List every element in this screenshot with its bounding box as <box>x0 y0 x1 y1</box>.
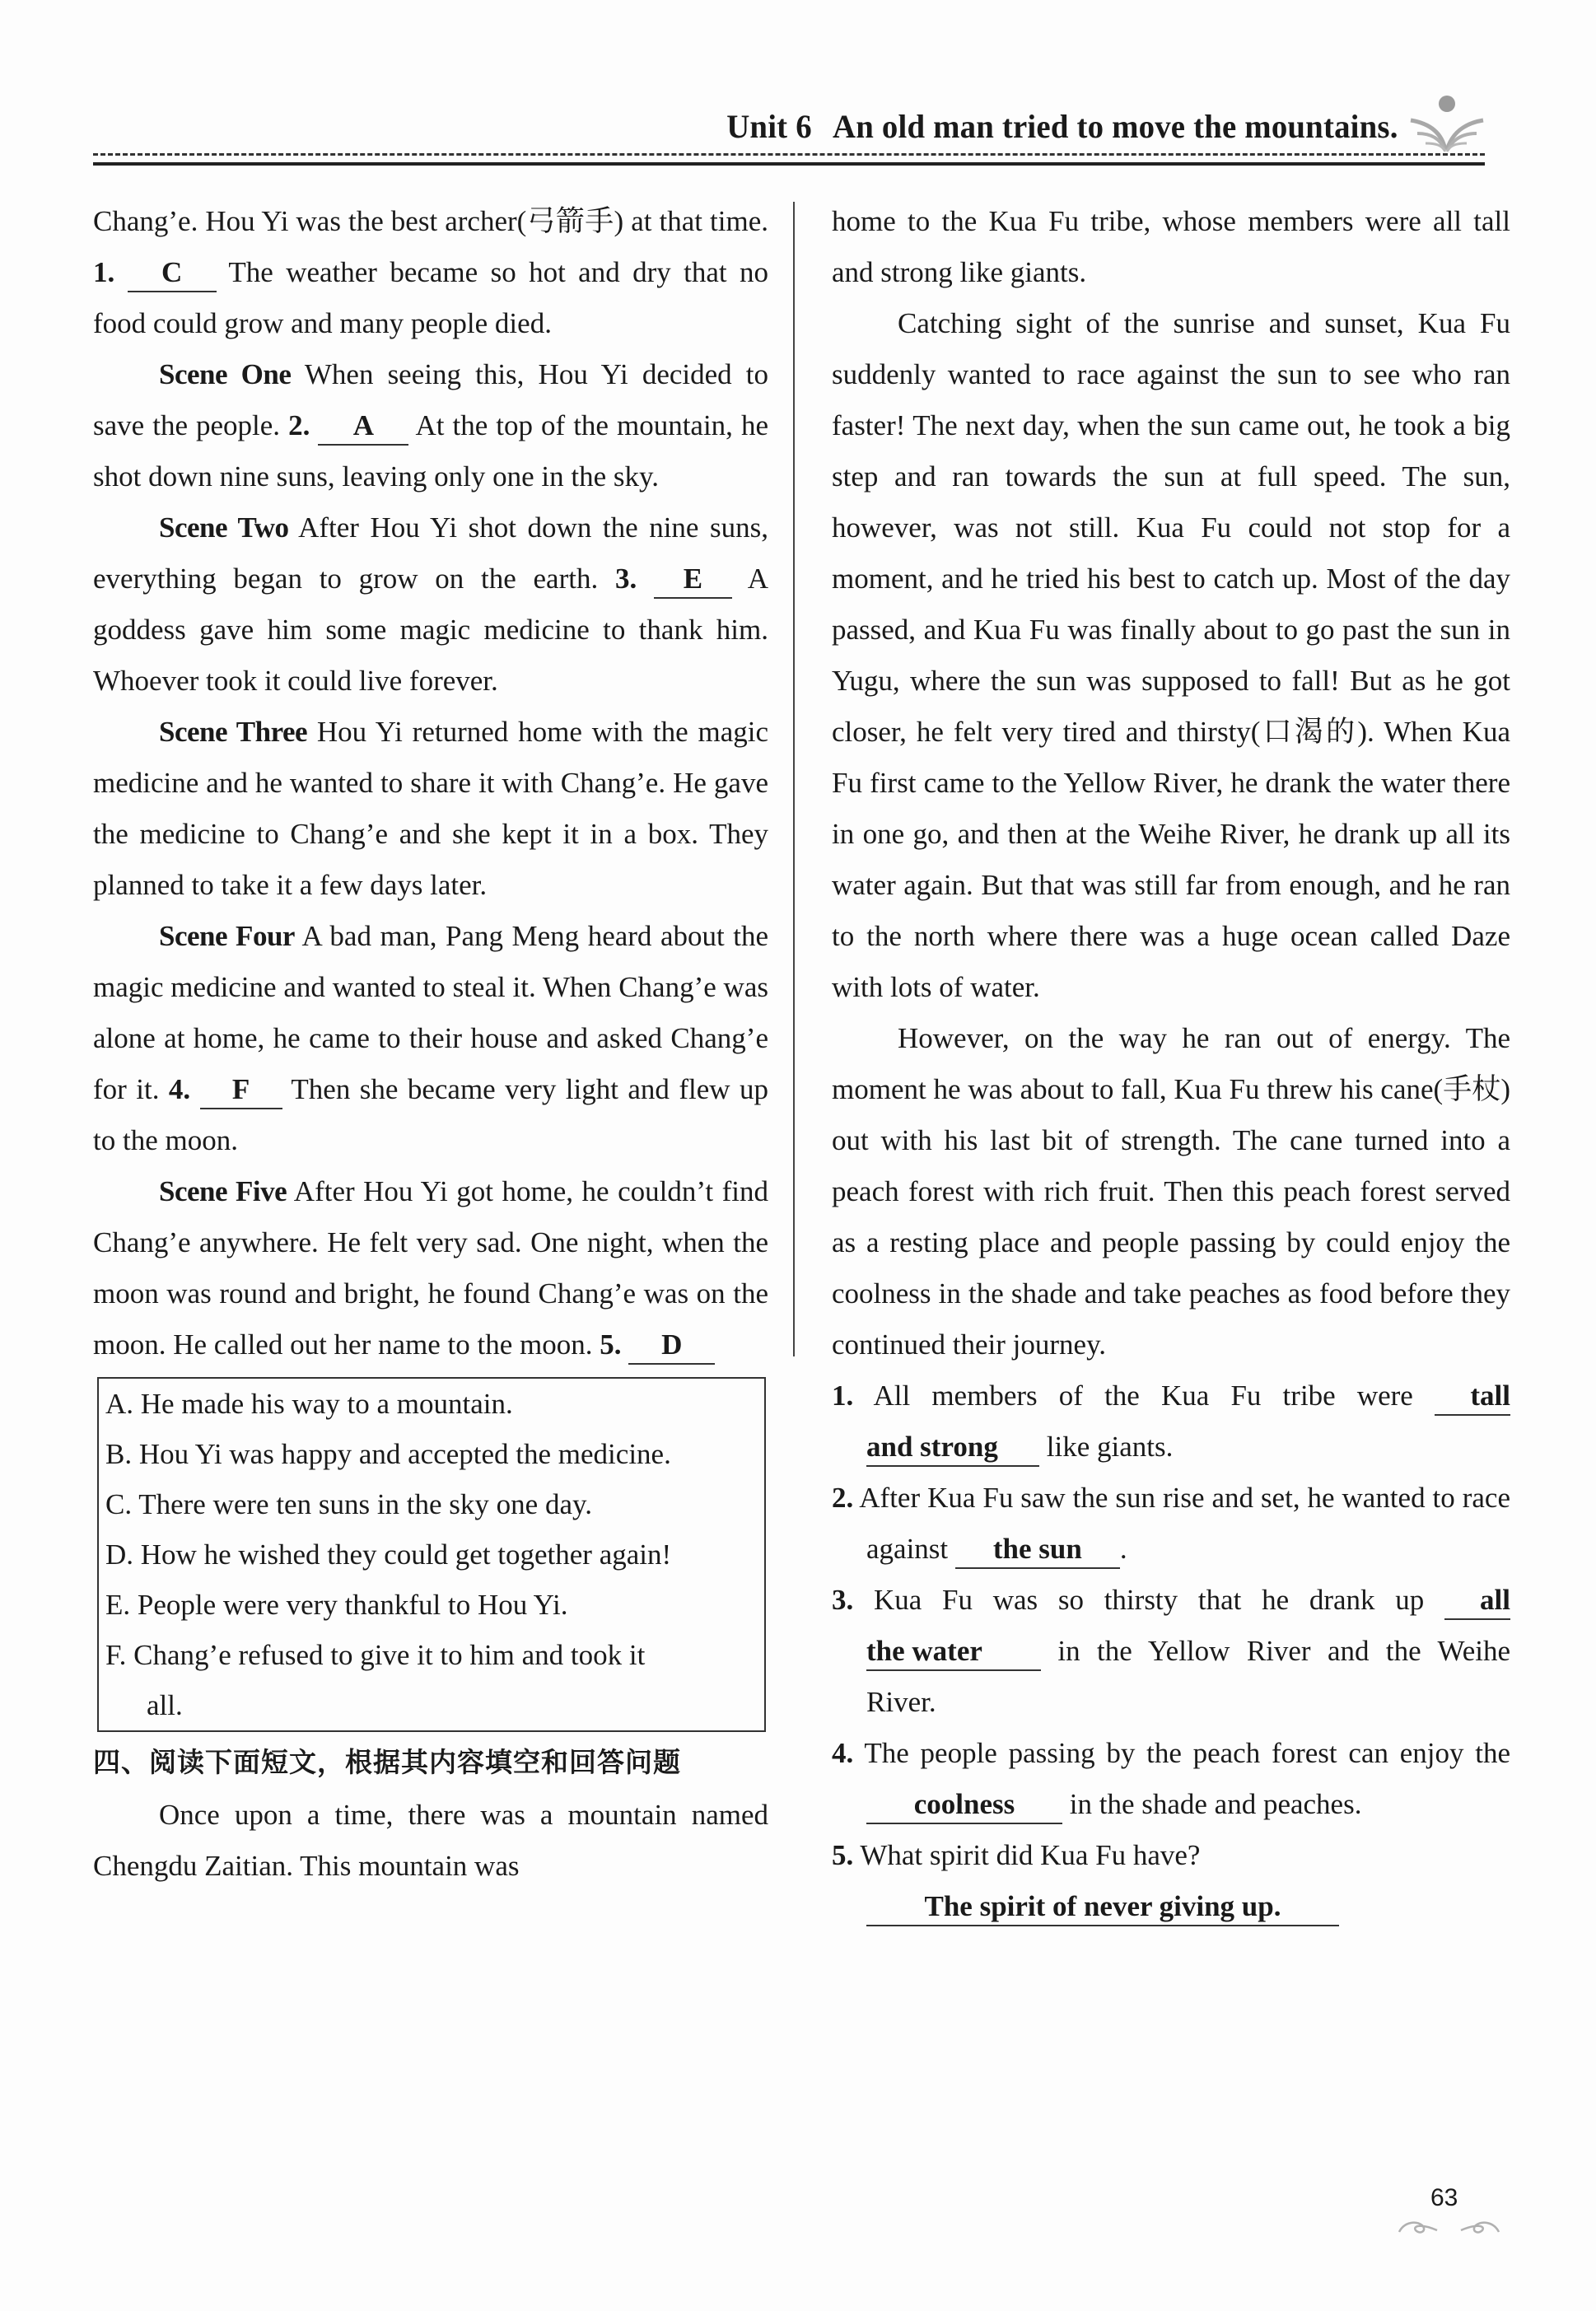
passage-paragraph-3: However, on the way he ran out of energy. The moment he was about to fall, Kua Fu threw his cane(手杖) out with his last bit of strength. The cane turned into a peach forest with rich fruit. Then this peach forest served as a resting place and people passing by could enjoy the coolness in the shade and take peaches as food before they continued their journey. <box>832 1022 1510 1361</box>
question-3: 3. Kua Fu was so thirsty that he drank up all the water in the Yellow River and the Weihe River. <box>832 1584 1510 1718</box>
option-d: D. How he wished they could get together again! <box>105 1538 672 1571</box>
answer-blank-3a[interactable]: all <box>1444 1582 1510 1620</box>
page-header <box>93 99 1485 173</box>
answer-blank-4[interactable]: F <box>200 1071 282 1109</box>
scene-label: Scene One <box>159 358 292 390</box>
header-dashed-rule <box>93 153 1485 156</box>
scene-label: Scene Two <box>159 511 289 544</box>
right-column <box>832 196 1510 1932</box>
question-2: 2. After Kua Fu saw the sun rise and set, he wanted to race against the sun . <box>832 1473 1510 1575</box>
answer-blank-3b[interactable]: the water <box>866 1633 1041 1671</box>
header-solid-rule <box>93 162 1485 166</box>
unit-title <box>727 107 1398 146</box>
intro-paragraph: Chang’e. Hou Yi was the best archer(弓箭手) at that time. 1. C The weather became so hot and dry that no food could grow and many people died. <box>93 205 769 339</box>
passage-start: Once upon a time, there was a mountain named Chengdu Zaitian. This mountain was <box>93 1799 768 1882</box>
options-box <box>97 1377 766 1732</box>
passage-paragraph-1: home to the Kua Fu tribe, whose members were all tall and strong like giants. <box>832 205 1510 288</box>
answer-blank-2[interactable]: A <box>318 408 408 446</box>
scene-label: Scene Three <box>159 716 308 748</box>
column-divider <box>793 202 795 1356</box>
option-b: B. Hou Yi was happy and accepted the medicine. <box>105 1438 671 1470</box>
page-number: 63 <box>1430 2184 1458 2211</box>
answer-blank-1b[interactable]: and strong <box>866 1429 1039 1467</box>
scene-one-paragraph: Scene One When seeing this, Hou Yi decided to save the people. 2. A At the top of the mountain, he shot down nine suns, leaving only one in the sky. <box>93 358 768 493</box>
answer-blank-5[interactable]: The spirit of never giving up. <box>866 1888 1339 1926</box>
question-1: 1. All members of the Kua Fu tribe were tall and strong like giants. <box>832 1370 1510 1473</box>
question-5: 5. What spirit did Kua Fu have? <box>832 1839 1201 1871</box>
question-number: 1. <box>93 256 115 288</box>
scene-two-paragraph: Scene Two After Hou Yi shot down the nine suns, everything began to grow on the earth. 3. E A goddess gave him some magic medicine to thank him. Whoever took it could live forever. <box>93 511 768 697</box>
scene-label: Scene Five <box>159 1175 287 1207</box>
option-a: A. He made his way to a mountain. <box>105 1388 513 1420</box>
answer-blank-4[interactable]: coolness <box>866 1786 1062 1824</box>
unit-number: Unit 6 <box>726 108 813 145</box>
sun-sprout-icon <box>1406 92 1485 153</box>
scene-three-paragraph: Scene Three Hou Yi returned home with the magic medicine and he wanted to share it with Chang’e. He gave the medicine to Chang’e and she kept it in a box. They planned to take it a few days later. <box>93 716 768 901</box>
option-f: F. Chang’e refused to give it to him and took it <box>105 1639 646 1671</box>
answer-blank-1a[interactable]: tall <box>1435 1378 1510 1416</box>
option-e: E. People were very thankful to Hou Yi. <box>105 1589 568 1621</box>
questions-list <box>832 1370 1510 1932</box>
question-4: 4. The people passing by the peach forest can enjoy the coolness in the shade and peaches. <box>832 1728 1510 1830</box>
option-c: C. There were ten suns in the sky one day. <box>105 1488 592 1520</box>
answer-blank-2[interactable]: the sun <box>955 1531 1120 1569</box>
answer-blank-1[interactable]: C <box>128 254 217 292</box>
option-f-continued: all. <box>147 1689 183 1721</box>
question-number: 5. <box>600 1328 622 1361</box>
section-heading: 四、阅读下面短文，根据其内容填空和回答问题 <box>93 1746 681 1778</box>
left-column <box>93 196 768 1892</box>
answer-blank-3[interactable]: E <box>654 561 732 599</box>
scene-label: Scene Four <box>159 920 295 952</box>
question-number: 2. <box>288 409 310 441</box>
answer-blank-5[interactable]: D <box>628 1327 715 1365</box>
question-number: 4. <box>168 1073 191 1105</box>
flourish-icon <box>1398 2217 1500 2237</box>
scene-four-paragraph: Scene Four A bad man, Pang Meng heard about the magic medicine and wanted to steal it. When Chang’e was alone at home, he came to their house and asked Chang’e for it. 4. F Then she became very light and flew up to the moon. <box>93 920 769 1156</box>
passage-paragraph-2: Catching sight of the sunrise and sunset, Kua Fu suddenly wanted to race against the sun to see who ran faster! The next day, when the sun came out, he took a big step and ran towards the sun at full speed. The sun, however, was not still. Kua Fu could not stop for a moment, and he tried his best to catch up. Most of the day passed, and Kua Fu was finally about to go past the sun in Yugu, where the sun was supposed to fall! But as he got closer, he felt very tired and thirsty(口渴的). When Kua Fu first came to the Yellow River, he drank the water there in one go, and then at the Weihe River, he drank up all its water again. But that was still far from enough, and he ran to the north where there was a huge ocean called Daze with lots of water. <box>832 307 1510 1003</box>
answer-line-5 <box>832 1881 1510 1932</box>
scene-five-paragraph: Scene Five After Hou Yi got home, he couldn’t find Chang’e anywhere. He felt very sad. One night, when the moon was round and bright, he found Chang’e was on the moon. He called out her name to the moon. 5. D <box>93 1166 768 1370</box>
unit-name: An old man tried to move the mountains. <box>833 108 1398 145</box>
question-number: 3. <box>614 563 637 595</box>
